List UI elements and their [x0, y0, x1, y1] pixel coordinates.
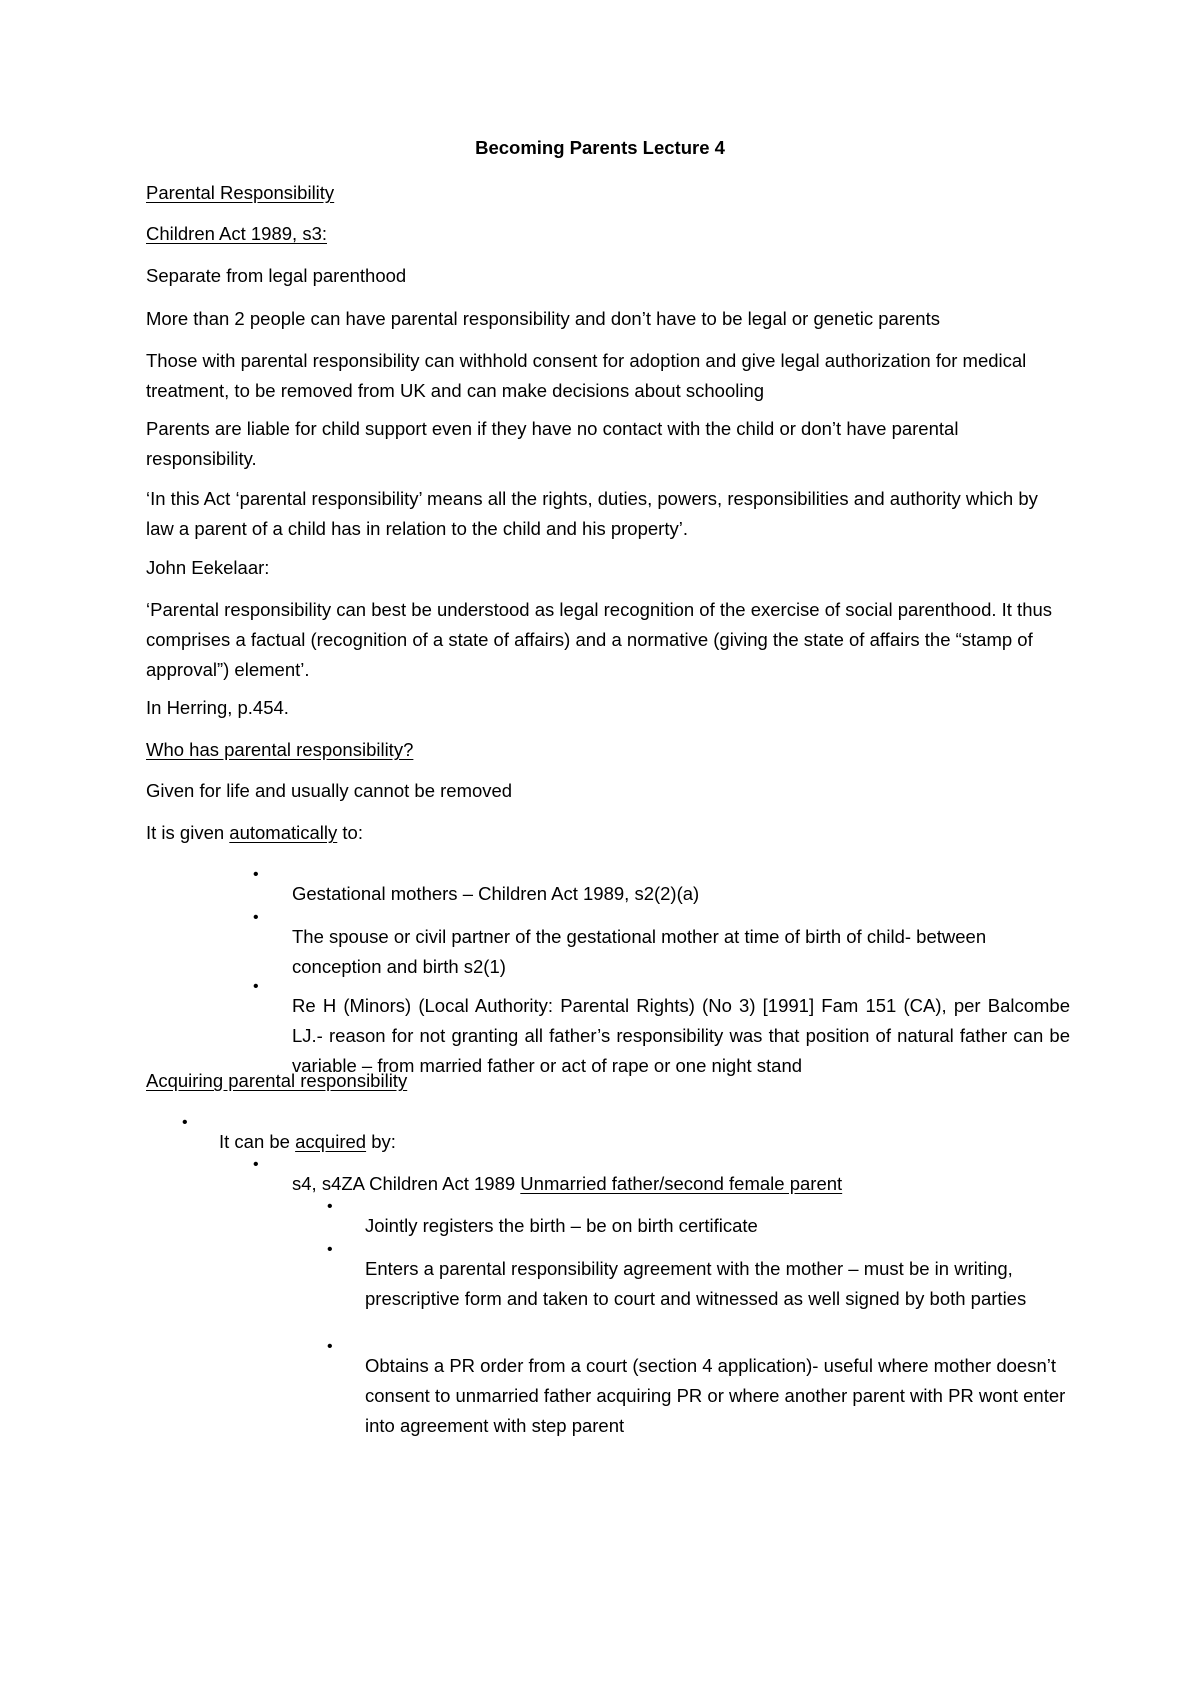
- paragraph-given-for-life: Given for life and usually cannot be removed: [146, 780, 513, 801]
- heading-parental-responsibility: Parental Responsibility: [146, 182, 335, 203]
- bullet-icon: •: [327, 1241, 333, 1258]
- list-item: Gestational mothers – Children Act 1989, s2(2)(a): [292, 882, 700, 904]
- bullet-icon: •: [253, 1156, 259, 1173]
- paragraph-more-than-two: More than 2 people can have parental responsibility and don’t have to be legal or genetic parents: [146, 308, 940, 329]
- bullet-icon: •: [253, 866, 259, 883]
- bullet-icon: •: [182, 1114, 188, 1131]
- paragraph-eekelaar: John Eekelaar:: [146, 557, 270, 578]
- bullet-icon: •: [327, 1338, 333, 1355]
- auto-suffix: to:: [337, 822, 363, 843]
- list-item-acquired: [219, 1127, 1070, 1157]
- bullet-icon: •: [327, 1198, 333, 1215]
- heading-acquiring: Acquiring parental responsibility: [146, 1070, 408, 1091]
- sub-list-item: Enters a parental responsibility agreement with the mother – must be in writing, prescriptive form and taken to court and witnessed as well signed by both parties: [365, 1257, 1027, 1309]
- paragraph-eekelaar-quote: ‘Parental responsibility can best be understood as legal recognition of the exercise of social parenthood. It thus comprises a factual (recognition of a state of affairs) and a normative (giving the state of affairs the “stamp of approval”) element’.: [146, 599, 1053, 680]
- paragraph-given-automatically: [146, 818, 1070, 848]
- paragraph-withhold-consent: Those with parental responsibility can withhold consent for adoption and give legal authorization for medical treatment, to be removed from UK and can make decisions about schooling: [146, 350, 1027, 401]
- paragraph-child-support: Parents are liable for child support even if they have no contact with the child or don’t have parental responsibility.: [146, 418, 959, 469]
- heading-children-act: Children Act 1989, s3:: [146, 223, 327, 244]
- list-item: The spouse or civil partner of the gestational mother at time of birth of child- between conception and birth s2(1): [292, 925, 987, 977]
- acquired-underlined: acquired: [295, 1130, 367, 1152]
- bullet-icon: •: [253, 978, 259, 995]
- auto-underlined: automatically: [229, 822, 338, 843]
- document-title: Becoming Parents Lecture 4: [475, 137, 725, 158]
- sub-list-item: Jointly registers the birth – be on birth certificate: [365, 1214, 758, 1236]
- list-item-s4: [292, 1169, 1070, 1199]
- paragraph-act-definition: ‘In this Act ‘parental responsibility’ means all the rights, duties, powers, responsibilities and authority which by law a parent of a child has in relation to the child and his property’.: [146, 488, 1038, 539]
- paragraph-separate: Separate from legal parenthood: [146, 265, 407, 286]
- s4-prefix: s4, s4ZA Children Act 1989: [292, 1172, 521, 1194]
- acquired-prefix: It can be: [219, 1130, 296, 1152]
- sub-list-item: Obtains a PR order from a court (section 4 application)- useful where mother doesn’t consent to unmarried father acquiring PR or where another parent with PR wont enter into agreement with step parent: [365, 1354, 1066, 1436]
- list-item: Re H (Minors) (Local Authority: Parental Rights) (No 3) [1991] Fam 151 (CA), per Balcombe LJ.- reason for not granting all father’s responsibility was that position of natural father can be variable – from married father or act of rape or one night stand: [292, 994, 1070, 1076]
- s4-underlined: Unmarried father/second female parent: [520, 1172, 843, 1194]
- auto-prefix: It is given: [146, 822, 230, 843]
- bullet-icon: •: [253, 909, 259, 926]
- paragraph-herring: In Herring, p.454.: [146, 697, 289, 718]
- acquired-suffix: by:: [366, 1130, 396, 1152]
- heading-who-has: Who has parental responsibility?: [146, 739, 414, 760]
